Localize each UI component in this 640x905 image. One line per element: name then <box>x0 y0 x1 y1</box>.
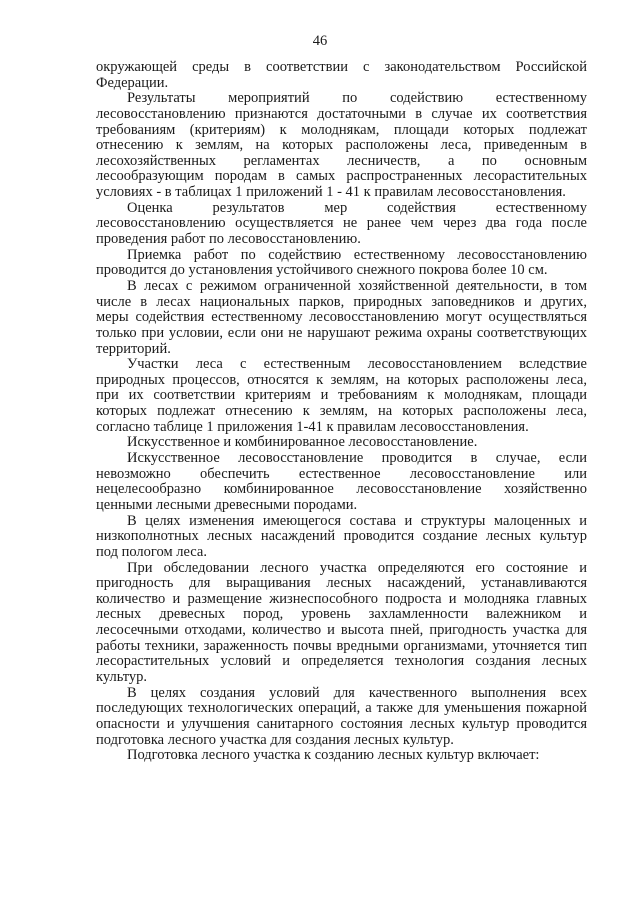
text-line: лесовосстановлению признаются достаточными в случае их соответствия <box>96 106 587 122</box>
text-line: Оценка результатов мер содействия естественному <box>127 200 587 216</box>
text-line: лесохозяйственных регламентах лесничеств, а по основным <box>96 153 587 169</box>
text-line: Федерации. <box>96 75 169 91</box>
text-line: под пологом леса. <box>96 544 207 560</box>
text-line: Участки леса с естественным лесовосстановлением вследствие <box>127 357 587 373</box>
text-line: При обследовании лесного участка определяются его состояние и <box>127 560 587 576</box>
text-line: числе в лесах национальных парков, природных заповедников и других, <box>96 294 587 310</box>
text-line: низкополнотных лесных насаждений проводится создание лесных культур <box>96 529 587 545</box>
body-text <box>96 60 587 764</box>
text-line: Искусственное и комбинированное лесовосстановление. <box>127 435 478 451</box>
text-line: подготовка лесного участка для создания лесных культур. <box>96 732 454 748</box>
text-line: лесорастительных условий и определяется технология создания лесных <box>96 654 587 670</box>
text-line: природных процессов, относятся к землям, на которых расположены леса, <box>96 372 587 388</box>
text-line: лесовосстановлению осуществляется не ранее чем через два года после <box>96 216 587 232</box>
text-line: требованиям (критериям) к молоднякам, площади которых подлежат <box>96 122 587 138</box>
text-line: окружающей среды в соответствии с законодательством Российской <box>96 60 587 75</box>
text-line: согласно таблице 1 приложения 1-41 к правилам лесовосстановления. <box>96 419 529 435</box>
text-line: проведения работ по лесовосстановлению. <box>96 232 361 248</box>
text-line: только при условии, если они не нарушают режима охраны соответствующих <box>96 325 587 341</box>
text-line: меры содействия естественному лесовосстановлению могут осуществляться <box>96 310 587 326</box>
text-line: нецелесообразно комбинированное лесовосстановление хозяйственно <box>96 482 587 498</box>
text-line: культур. <box>96 669 148 685</box>
text-line: отнесению к землям, на которых расположены леса, приведенным в <box>96 138 587 154</box>
text-line: опасности и улучшения санитарного состояния лесных культур проводится <box>96 716 587 732</box>
text-line: условиях - в таблицах 1 приложений 1 - 41 к правилам лесовосстановления. <box>96 185 566 201</box>
text-line: лесообразующим породам в самых распространенных лесорастительных <box>96 169 587 185</box>
text-line: В целях создания условий для качественного выполнения всех <box>127 685 587 701</box>
text-line: количество и размещение жизнеспособного подроста и молодняка главных <box>96 591 587 607</box>
text-line: В целях изменения имеющегося состава и структуры малоценных и <box>127 513 587 529</box>
text-line: Искусственное лесовосстановление проводится в случае, если <box>127 451 587 467</box>
text-line: Результаты мероприятий по содействию естественному <box>127 91 587 107</box>
text-line: лесосечными отходами, количество и высота пней, пригодность участка для <box>96 623 587 639</box>
text-line: пригодность для выращивания лесных насаждений, устанавливаются <box>96 576 587 592</box>
text-line: которых подлежат отнесению к землям, на которых расположены леса, <box>96 404 587 420</box>
text-line: невозможно обеспечить естественное лесовосстановление или <box>96 466 587 482</box>
text-line: Подготовка лесного участка к созданию лесных культур включает: <box>127 748 540 764</box>
text-line: В лесах с режимом ограниченной хозяйственной деятельности, в том <box>127 278 587 294</box>
page-number: 46 <box>312 33 328 49</box>
text-line: лесных древесных пород, уровень захламленности валежником и <box>96 607 587 623</box>
text-line: работы техники, зараженность почвы вредными организмами, уточняется тип <box>96 638 587 654</box>
text-line: Приемка работ по содействию естественному лесовосстановлению <box>127 247 587 263</box>
text-line: проводится до установления устойчивого снежного покрова более 10 см. <box>96 263 548 279</box>
text-line: территорий. <box>96 341 171 357</box>
text-line: ценными лесными древесными породами. <box>96 497 358 513</box>
text-line: при их соответствии критериям и требованиям к молоднякам, площади <box>96 388 587 404</box>
text-line: последующих технологических операций, а также для уменьшения пожарной <box>96 701 587 717</box>
